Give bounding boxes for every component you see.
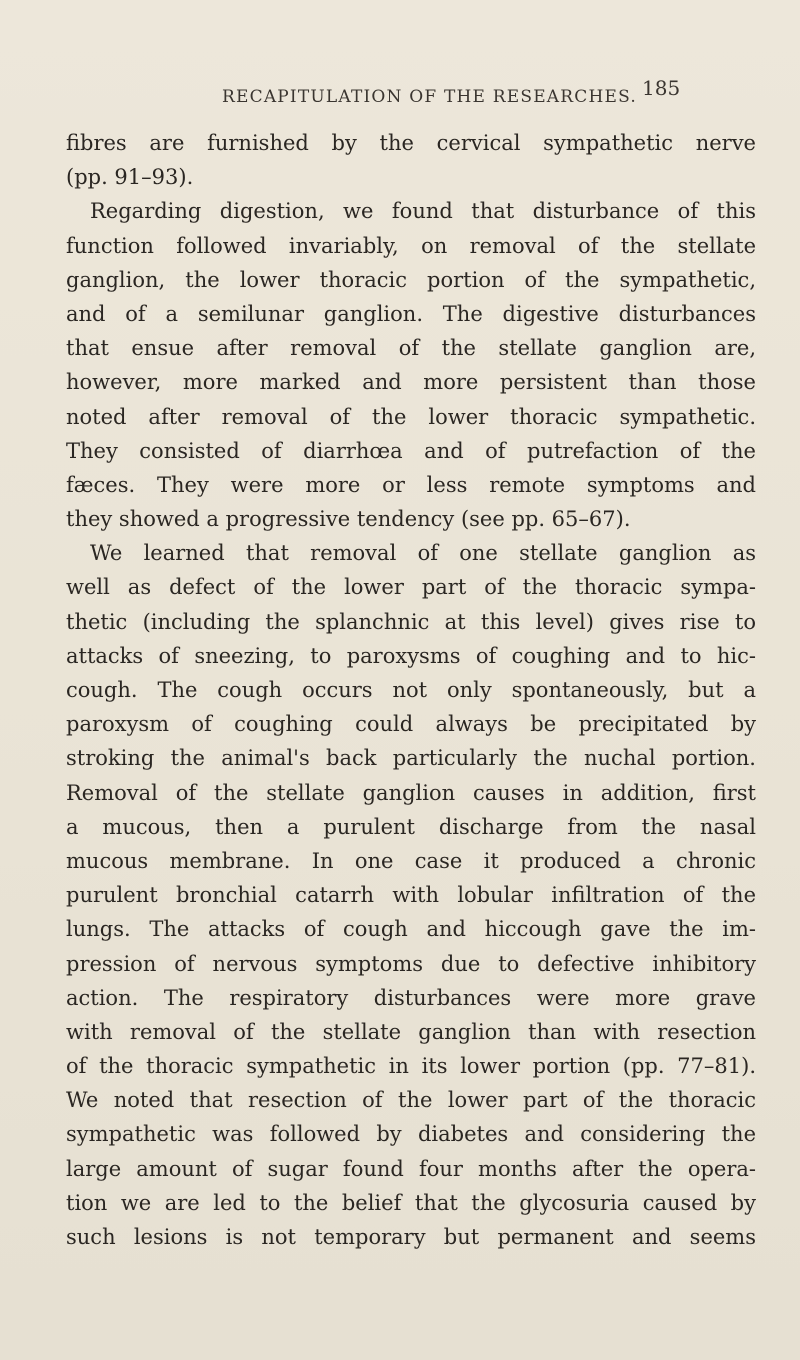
text-line: however, more marked and more persistent than those xyxy=(66,370,756,395)
text-line: stroking the animal's back particularly the nuchal portion. xyxy=(66,746,756,771)
text-line: mucous membrane. In one case it produced a chronic xyxy=(66,848,756,873)
text-line: thetic (including the splanchnic at this level) gives rise to xyxy=(66,609,756,634)
text-line: a mucous, then a purulent discharge from the nasal xyxy=(66,814,756,839)
paragraph-start-line: Regarding digestion, we found that disturbance of this xyxy=(90,199,756,224)
text-line: purulent bronchial catarrh with lobular infiltration of the xyxy=(66,883,756,908)
text-line: cough. The cough occurs not only spontaneously, but a xyxy=(66,678,756,702)
text-line: ganglion, the lower thoracic portion of the sympathetic, xyxy=(66,267,756,292)
text-line: that ensue after removal of the stellate ganglion are, xyxy=(66,336,756,361)
text-line: function followed invariably, on removal of the stellate xyxy=(66,233,756,258)
text-line: such lesions is not temporary but permanent and seems xyxy=(66,1225,756,1249)
text-line: We noted that resection of the lower part of the thoracic xyxy=(66,1088,756,1113)
text-line: paroxysm of coughing could always be precipitated by xyxy=(66,712,756,737)
text-line: of the thoracic sympathetic in its lower portion (pp. 77–81). xyxy=(66,1054,756,1079)
text-line: with removal of the stellate ganglion than with resection xyxy=(66,1019,756,1044)
text-line: They consisted of diarrhœa and of putrefaction of the xyxy=(66,438,756,463)
page-number: 185 xyxy=(642,76,681,100)
running-header: RECAPITULATION OF THE RESEARCHES. xyxy=(222,87,637,107)
text-line: Removal of the stellate ganglion causes in addition, first xyxy=(66,780,756,805)
text-line: large amount of sugar found four months after the opera- xyxy=(66,1156,756,1181)
text-line: tion we are led to the belief that the glycosuria caused by xyxy=(66,1190,756,1215)
body-text xyxy=(66,126,756,1254)
text-line: attacks of sneezing, to paroxysms of coughing and to hic- xyxy=(66,643,756,668)
text-line: (pp. 91–93). xyxy=(66,165,194,190)
text-line: sympathetic was followed by diabetes and considering the xyxy=(66,1122,756,1147)
text-line: they showed a progressive tendency (see pp. 65–67). xyxy=(66,507,631,532)
text-line: and of a semilunar ganglion. The digestive disturbances xyxy=(66,301,756,326)
text-line: well as defect of the lower part of the thoracic sympa- xyxy=(66,575,756,600)
paragraph-start-line: We learned that removal of one stellate ganglion as xyxy=(90,541,756,566)
text-line: fibres are furnished by the cervical sympathetic nerve xyxy=(66,131,756,155)
text-line: action. The respiratory disturbances were more grave xyxy=(66,985,756,1010)
text-line: lungs. The attacks of cough and hiccough gave the im- xyxy=(66,917,756,942)
text-line: fæces. They were more or less remote symptoms and xyxy=(66,472,756,497)
text-line: pression of nervous symptoms due to defective inhibitory xyxy=(66,951,756,976)
text-line: noted after removal of the lower thoracic sympathetic. xyxy=(66,404,756,429)
